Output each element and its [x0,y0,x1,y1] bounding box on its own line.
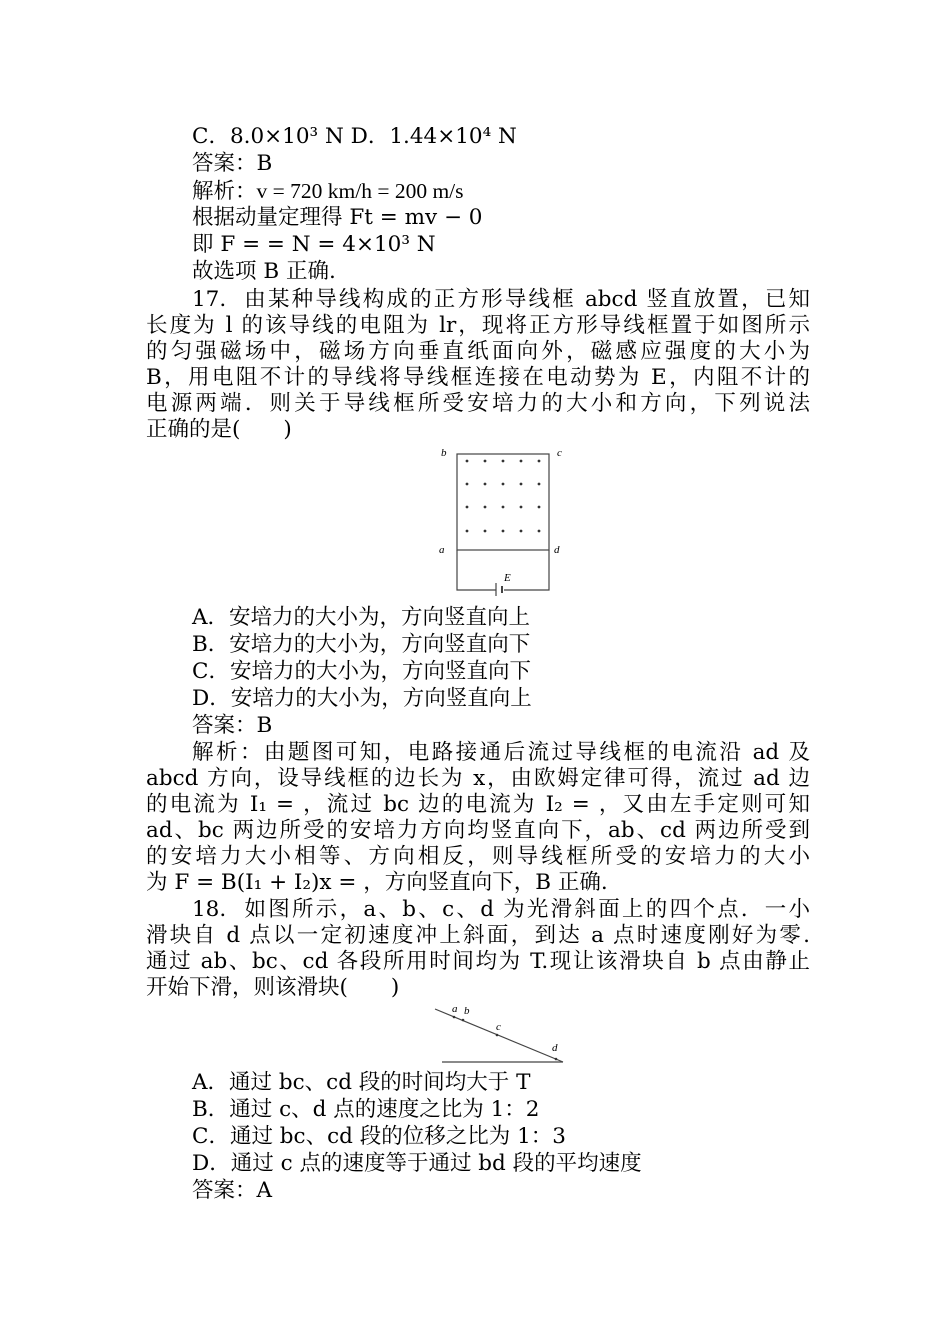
q16-analysis-line-4: 故选项 B 正确. [192,259,336,284]
q17-analysis-line-4: ad、bc 两边所受的安培力方向均竖直向下，ab、cd 两边所受到 [146,818,810,843]
q17-analysis-line-6: 为 F = B(I₁ + I₂)x = ，方向竖直向下，B 正确. [146,870,608,895]
answer-label: 答案： [192,713,257,738]
q16-options-cd: C．8.0×10³ N D．1.44×10⁴ N [192,124,517,149]
q18-stem-line-4: 开始下滑，则该滑块( ) [146,975,400,1000]
q17-stem-line-5: 电源两端．则关于导线框所受安培力的大小和方向，下列说法 [146,391,810,416]
q17-circuit-figure [430,444,570,596]
q17-stem-line-4: B，用电阻不计的导线将导线框连接在电动势为 E，内阻不计的 [146,365,810,390]
label-a: a [439,544,445,556]
answer-value: A [256,1178,273,1203]
q17-stem-line-3: 的匀强磁场中，磁场方向垂直纸面向外，磁感应强度的大小为 [146,339,810,364]
analysis-text: v = 720 km/h = 200 m/s [256,179,464,203]
point-d [555,1058,558,1061]
q18-option-c: C．通过 bc、cd 段的位移之比为 1：3 [192,1124,566,1149]
question-number: 18. [192,897,227,922]
answer-label: 答案： [192,1178,257,1203]
label-b: b [464,1005,470,1017]
answer-value: B [256,713,273,738]
q16-answer [192,151,856,177]
q17-stem-line-1: 17. 由某种导线构成的正方形导线框 abcd 竖直放置，已知 [192,287,811,312]
label-d: d [552,1042,558,1054]
q18-stem-line-2: 滑块自 d 点以一定初速度冲上斜面，到达 a 点时速度刚好为零. [146,923,810,948]
label-b: b [441,447,447,459]
q17-stem-line-6: 正确的是( ) [146,417,292,442]
point-a [453,1016,456,1019]
analysis-label: 解析： [192,179,257,204]
q18-option-a: A．通过 bc、cd 段的时间均大于 T [192,1070,531,1095]
q17-option-c: C．安培力的大小为，方向竖直向下 [192,659,531,684]
answer-label: 答案： [192,151,257,176]
answer-value: B [256,151,273,176]
point-c [496,1034,499,1037]
label-E: E [504,572,511,584]
q17-analysis-line-5: 的安培力大小相等、方向相反，则导线框所受的安培力的大小 [146,844,810,869]
q18-option-d: D．通过 c 点的速度等于通过 bd 段的平均速度 [192,1151,642,1176]
q17-stem-line-2: 长度为 l 的该导线的电阻为 lr，现将正方形导线框置于如图所示 [146,313,810,338]
q18-option-b: B．通过 c、d 点的速度之比为 1：2 [192,1097,540,1122]
point-b [462,1019,465,1022]
q16-analysis-line-3: 即 F = = N = 4×10³ N [192,232,436,257]
external-circuit-wire [457,550,549,590]
analysis-label: 解析： [192,740,264,765]
label-c: c [496,1021,501,1033]
q18-stem-line-3: 通过 ab、bc、cd 各段所用时间均为 T.现让该滑块自 b 点由静止 [146,949,810,974]
q17-analysis-line-3: 的电流为 I₁ = ，流过 bc 边的电流为 I₂ = ，又由左手定则可知 [146,792,810,817]
q18-stem-line-1: 18. 如图所示，a、b、c、d 为光滑斜面上的四个点．一小 [192,897,810,922]
q16-analysis-line-1 [192,178,856,205]
q18-answer [192,1178,856,1204]
label-c: c [557,447,562,459]
q17-option-b: B．安培力的大小为，方向竖直向下 [192,632,531,657]
q17-analysis-line-2: abcd 方向，设导线框的边长为 x，由欧姆定律可得，流过 ad 边 [146,766,810,791]
label-a: a [452,1003,458,1015]
label-d: d [554,544,560,556]
magnetic-field-dots [466,460,541,533]
wire-frame-square [457,454,549,550]
question-number: 17. [192,287,227,312]
q17-option-d: D．安培力的大小为，方向竖直向上 [192,686,532,711]
q17-answer [192,713,856,739]
q17-option-a: A．安培力的大小为，方向竖直向上 [192,605,531,630]
q17-analysis-line-1: 解析：由题图可知，电路接通后流过导线框的电流沿 ad 及 [192,740,810,765]
q18-incline-figure [430,1000,570,1066]
q16-analysis-line-2: 根据动量定理得 Ft = mv − 0 [192,205,483,230]
